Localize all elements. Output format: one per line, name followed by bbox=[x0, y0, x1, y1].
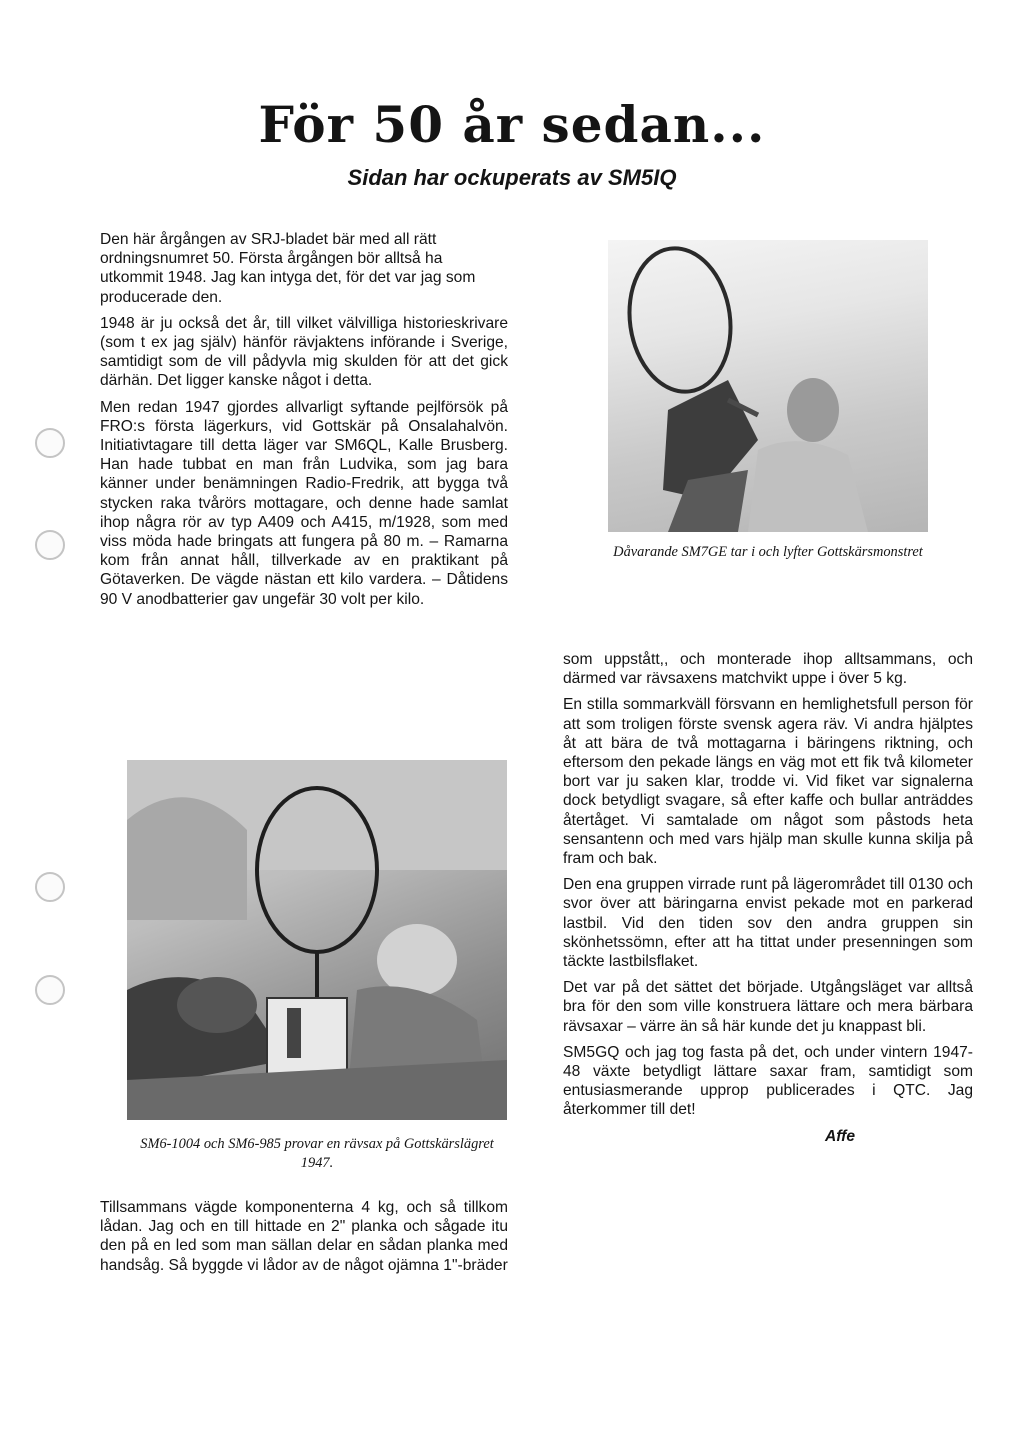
binder-hole bbox=[35, 872, 65, 902]
left-column-bottom bbox=[100, 1198, 508, 1282]
paragraph: Men redan 1947 gjordes allvarligt syftande pejlförsök på FRO:s första lägerkurs, vid Gottskär på Onsalahalvön. Initiativtagare till detta läger var SM6QL, Kalle Brusberg. Han hade tubbat en man från Ludvika, som jag bara känner under benämningen Radio-Fredrik, att bygga två stycken raka tvårörs mottagare, och denne hade samlat ihop några rör av typ A409 och A415, m/1928, som med viss möda hade bringats att fungera på 80 m. – Ramarna kom från annat håll, tillverkade av en praktikant på Götaverken. De vägde nästan ett kilo vardera. – Dåtidens 90 V anodbatterier gav ungefär 30 volt per kilo. bbox=[100, 398, 508, 608]
right-column bbox=[563, 650, 973, 1153]
photo-foxhunt-receiver-test bbox=[127, 760, 507, 1120]
binder-hole bbox=[35, 975, 65, 1005]
paragraph: En stilla sommarkväll försvann en hemlighetsfull person för att som troligen förste svensk agera räv. Vi andra hjälptes åt att bära de två mottagarna i bäringens riktning, och eftersom den pekade längs en väg mot ett fik två kilometer bort var ju saken klar, trodde vi. Vid fiket var signalerna dock betydligt svagare, så efter kaffe och bullar anträddes återtåget. Vi samtalade om något som påstods heta sensantenn och med vars hjälp man skulle kunna skilja på fram och bak. bbox=[563, 696, 973, 868]
left-column-top bbox=[100, 230, 508, 616]
photo-caption: Dåvarande SM7GE tar i och lyfter Gottskärsmonstret bbox=[613, 544, 923, 560]
paragraph: SM5GQ och jag tog fasta på det, och under vintern 1947-48 växte betydligt lättare saxar fram, samtidigt som entusiasmerande upprop publicerades i QTC. Jag återkommer till det! bbox=[563, 1043, 973, 1119]
photo-caption: SM6-1004 och SM6-985 provar en rävsax på Gottskärslägret 1947. bbox=[140, 1136, 494, 1171]
paragraph: Den här årgången av SRJ-bladet bär med all rätt ordningsnumret 50. Första årgången bör alltså ha utkommit 1948. Jag kan intyga det, för det var jag som producerade den. bbox=[100, 231, 476, 306]
paragraph: Den ena gruppen virrade runt på lägerområdet till 0130 och svor över att bäringarna envist pekade mot en parkerad lastbil. Vid den tiden sov den andra gruppen sin skönhetssömn, efter att ha tittat under presenningen som täckte lastbilsflaket. bbox=[563, 876, 973, 971]
paragraph: Tillsammans vägde komponenterna 4 kg, och så tillkom lådan. Jag och en till hittade en 2" planka och sågade itu den på en led som man sällan delar en sådan planka med handsåg. Så byggde vi lådor av de något ojämna 1"-bräder bbox=[100, 1199, 508, 1274]
binder-hole bbox=[35, 530, 65, 560]
binder-hole bbox=[35, 428, 65, 458]
photo-sm7ge-loop-antenna bbox=[608, 240, 928, 532]
paragraph: 1948 är ju också det år, till vilket välvilliga historieskrivare (som t ex jag själv) hänför rävjaktens införande i Sverige, samtidigt som de vill pådyvla mig skulden för att det gick därhän. Det ligger kanske något i detta. bbox=[100, 314, 508, 390]
author-signature: Affe bbox=[824, 1127, 855, 1145]
paragraph: som uppstått,, och monterade ihop alltsammans, och därmed var rävsaxens matchvikt uppe i över 5 kg. bbox=[563, 651, 973, 688]
page-title: För 50 år sedan... bbox=[258, 95, 766, 154]
paragraph: Det var på det sättet det började. Utgångsläget var alltså bra för den som ville konstruera lättare och mera bärbara rävsaxar – värre än så här kunde det ju knappast bli. bbox=[563, 979, 973, 1035]
page-subtitle: Sidan har ockuperats av SM5IQ bbox=[347, 165, 677, 190]
